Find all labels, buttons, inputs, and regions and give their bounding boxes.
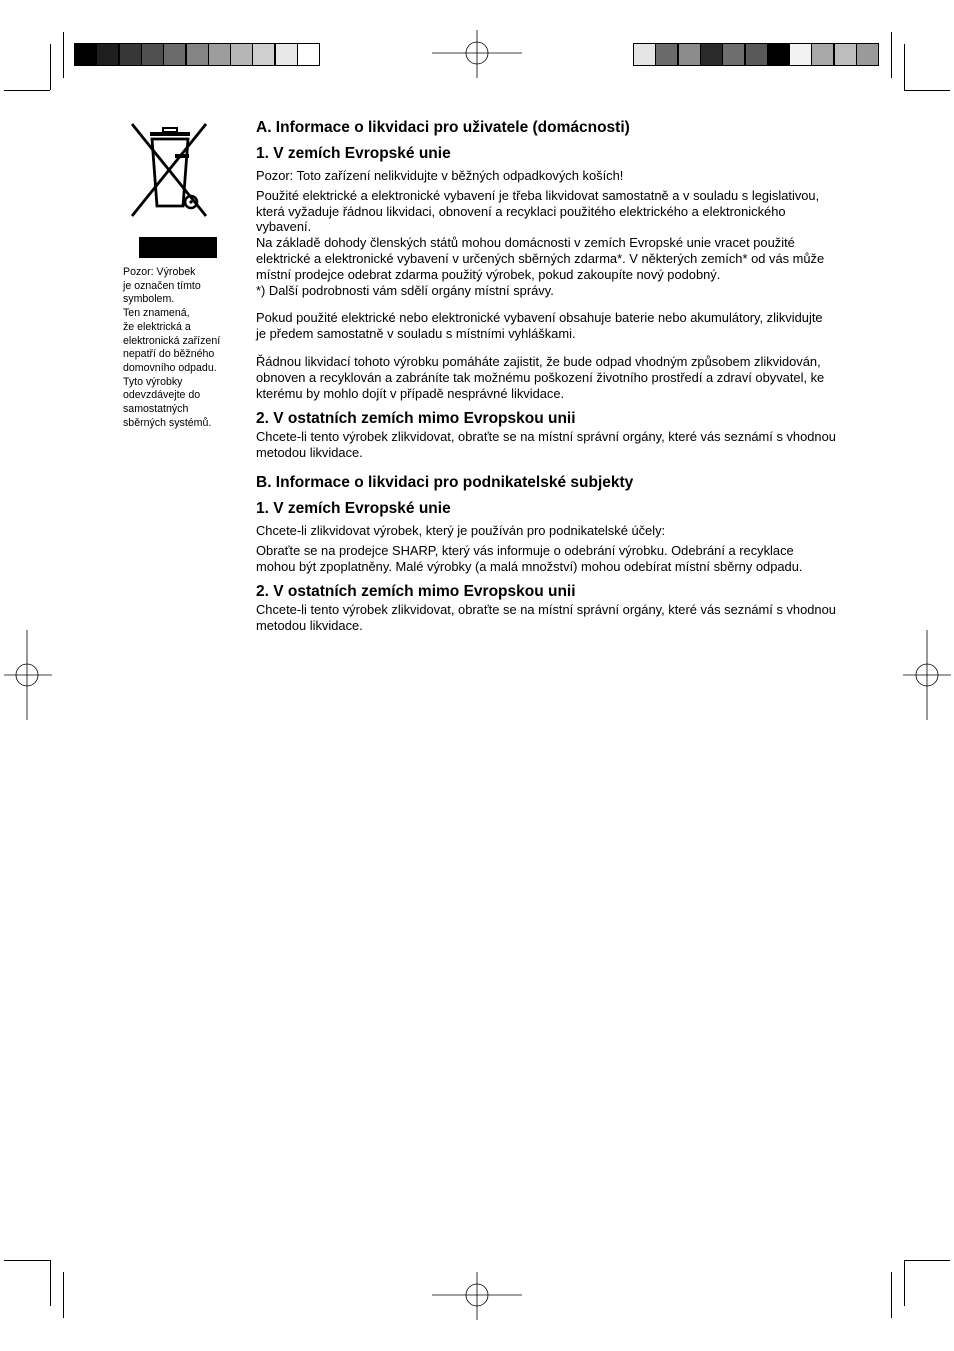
crossed-out-wheelie-bin-icon bbox=[128, 120, 210, 225]
section-a1-warning: Pozor: Toto zařízení nelikvidujte v běžných odpadkových koších! bbox=[256, 168, 624, 183]
weee-black-bar bbox=[139, 237, 217, 258]
color-swatch bbox=[811, 43, 834, 66]
section-a1-paragraph-3: Pokud použité elektrické nebo elektronické vybavení obsahuje baterie nebo akumulátory, zlikvidujte je předem samostatně v souladu s místními vyhláškami. bbox=[256, 310, 823, 342]
registration-mark-right bbox=[903, 630, 951, 720]
color-swatch bbox=[856, 43, 879, 66]
section-b1-title: 1. V zemích Evropské unie bbox=[256, 499, 451, 517]
color-swatch bbox=[722, 43, 745, 66]
section-a-title: A. Informace o likvidaci pro uživatele (domácnosti) bbox=[256, 119, 630, 136]
side-note-line: elektronická zařízení bbox=[123, 334, 221, 347]
section-b-title: B. Informace o likvidaci pro podnikatelské subjekty bbox=[256, 473, 634, 491]
registration-mark-top bbox=[432, 30, 522, 78]
section-a2-paragraph-1: Chcete-li tento výrobek zlikvidovat, obraťte se na místní správní orgány, které vás seznámí s vhodnou metodou likvidace. bbox=[256, 429, 836, 461]
section-a1-footnote: *) Další podrobnosti vám sdělí orgány místní správy. bbox=[256, 282, 554, 298]
side-note-line: samostatných bbox=[123, 403, 189, 416]
side-note-line: sběrných systémů. bbox=[123, 416, 212, 429]
color-swatch bbox=[789, 43, 812, 66]
section-a1-paragraph-4: Řádnou likvidací tohoto výrobku pomáháte zajistit, že bude odpad vhodným způsobem zlikvidován, obnoven a recyklován a zabráníte tak možnému poškození životního prostředí a zdraví obyvatel, ke kterému by mohlo dojít v případě nesprávné likvidace. bbox=[256, 353, 825, 401]
side-note-line: nepatří do běžného bbox=[123, 348, 215, 361]
color-swatch bbox=[678, 43, 701, 66]
section-b2-title: 2. V ostatních zemích mimo Evropskou unii bbox=[256, 583, 576, 601]
color-swatch bbox=[96, 43, 119, 66]
color-swatch bbox=[186, 43, 209, 66]
color-swatch bbox=[700, 43, 723, 66]
color-swatch bbox=[74, 43, 97, 66]
main-content bbox=[256, 118, 836, 634]
section-b1-paragraph-1: Chcete-li zlikvidovat výrobek, který je používán pro podnikatelské účely: bbox=[256, 522, 666, 538]
side-note-line: symbolem. bbox=[123, 293, 175, 306]
color-swatch bbox=[208, 43, 231, 66]
section-b2-paragraph-1: Chcete-li tento výrobek zlikvidovat, obraťte se na místní správní orgány, které vás seznámí s vhodnou metodou likvidace. bbox=[256, 602, 836, 634]
color-swatch bbox=[163, 43, 186, 66]
color-swatch bbox=[230, 43, 253, 66]
section-a2-title: 2. V ostatních zemích mimo Evropskou unii bbox=[256, 410, 576, 428]
registration-mark-bottom bbox=[432, 1272, 522, 1320]
color-swatch bbox=[655, 43, 678, 66]
registration-mark-left bbox=[4, 630, 52, 720]
color-swatch bbox=[119, 43, 142, 66]
side-note-line: odevzdávejte do bbox=[123, 389, 201, 402]
side-note-line: že elektrická a bbox=[123, 320, 191, 333]
section-a1-paragraph-1: Použité elektrické a elektronické vybavení je třeba likvidovat samostatně a v souladu s legislativou, která vyžaduje řádnou likvidaci, obnovení a recyklaci použitého elektrického a elektronického vybavení. bbox=[256, 187, 820, 235]
side-note-line: Ten znamená, bbox=[123, 307, 190, 320]
section-a1-paragraph-2: Na základě dohody členských států mohou domácnosti v zemích Evropské unie vracet použité elektrické a elektronické vybavení v určených sběrných zdarma*. V některých zemích* od vás může místní prodejce odebrat zdarma použitý výrobek, pokud zakoupíte nový podobný. bbox=[256, 235, 825, 282]
side-note-line: je označen tímto bbox=[123, 279, 201, 292]
side-note-line: Pozor: Výrobek bbox=[123, 266, 196, 278]
side-note-line: Tyto výrobky bbox=[123, 375, 183, 388]
color-swatch bbox=[252, 43, 275, 66]
color-swatch bbox=[297, 43, 320, 66]
color-swatch bbox=[767, 43, 790, 66]
color-swatch bbox=[141, 43, 164, 66]
section-a1-title: 1. V zemích Evropské unie bbox=[256, 145, 451, 162]
side-note-line: domovního odpadu. bbox=[123, 361, 217, 374]
color-swatch bbox=[834, 43, 857, 66]
side-note bbox=[123, 266, 235, 430]
color-swatch bbox=[745, 43, 768, 66]
color-swatch bbox=[633, 43, 656, 66]
color-swatch bbox=[275, 43, 298, 66]
section-b1-paragraph-2: Obraťte se na prodejce SHARP, který vás informuje o odebrání výrobku. Odebrání a recyklace mohou být zpoplatněny. Malé výrobky (a malá množství) mohou odebírat místní sběrny odpadu. bbox=[256, 542, 803, 574]
